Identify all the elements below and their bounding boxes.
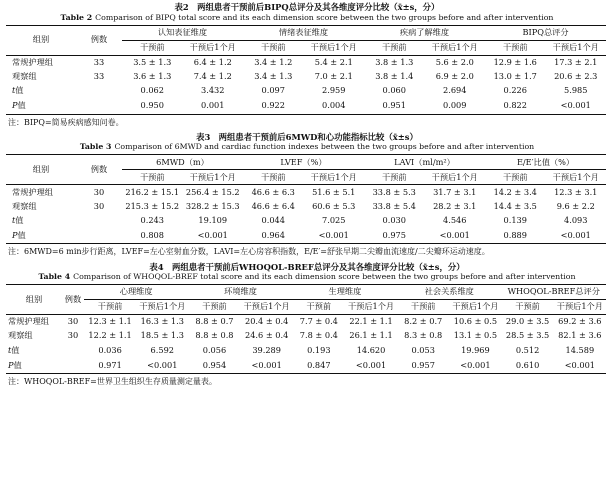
table4-title-en-text: Comparison of WHOQOL-BREF total score and its each dimension score between the two groups before and after intervention	[73, 272, 576, 282]
t-value: 0.097	[261, 85, 285, 96]
after-header: 干预后1个月	[425, 170, 486, 185]
empty-cell	[76, 228, 122, 244]
t-label	[6, 84, 76, 99]
cell: 33.8 ± 5.4	[372, 200, 416, 211]
after-header: 干预后1个月	[449, 300, 501, 315]
p-value: <0.001	[546, 99, 607, 115]
t-value: 0.030	[382, 215, 406, 226]
cell: 3.8 ± 1.3	[375, 56, 414, 67]
empty-cell	[76, 213, 122, 228]
p-value: 0.950	[122, 99, 183, 115]
before-header: 干预前	[397, 300, 449, 315]
table3	[6, 154, 606, 244]
group-n: 30	[67, 330, 79, 341]
table2-title-en-text: Comparison of BIPQ total score and its each dimension score between the two groups before and after intervention	[95, 12, 554, 22]
cell: 5.4 ± 2.1	[314, 56, 353, 67]
t-row	[6, 84, 606, 99]
dim-header: 生理维度	[293, 285, 397, 300]
t-value: 39.289	[252, 344, 281, 355]
t-label-italic: t	[8, 344, 12, 355]
cell: 216.2 ± 15.1	[125, 186, 180, 197]
dim-header: LAVI（ml/m²）	[364, 155, 485, 170]
before-header: 干预前	[84, 300, 136, 315]
group-n: 30	[93, 186, 105, 197]
t-value: 4.093	[564, 215, 588, 226]
cell: 12.9 ± 1.6	[493, 56, 537, 67]
t-value: 0.139	[503, 215, 527, 226]
group-n: 33	[93, 56, 105, 67]
table4	[6, 284, 606, 374]
before-header: 干预前	[485, 40, 546, 55]
cell: 12.3 ± 1.1	[88, 316, 132, 327]
after-header: 干预后1个月	[183, 40, 244, 55]
t-label	[6, 343, 62, 358]
p-value: <0.001	[304, 228, 365, 244]
cell: 12.2 ± 1.1	[88, 330, 132, 341]
after-header: 干预后1个月	[345, 300, 397, 315]
p-row	[6, 358, 606, 374]
table-row	[6, 199, 606, 213]
p-value: 0.951	[364, 99, 425, 115]
after-header: 干预后1个月	[425, 40, 486, 55]
col-group-header: 组别	[6, 25, 76, 55]
t-value: 0.044	[261, 215, 285, 226]
cell: 9.6 ± 2.2	[556, 200, 595, 211]
p-value: 0.822	[485, 99, 546, 115]
table-header-row	[6, 25, 606, 40]
p-value: 0.004	[304, 99, 365, 115]
cell: 18.5 ± 1.3	[140, 330, 184, 341]
after-header: 干预后1个月	[136, 300, 188, 315]
after-header: 干预后1个月	[546, 40, 607, 55]
table2-label-en: Table 2	[60, 12, 93, 22]
after-header: 干预后1个月	[183, 170, 244, 185]
p-value: <0.001	[554, 358, 606, 374]
table2-title-en	[6, 14, 608, 23]
p-row	[6, 99, 606, 115]
dim-header: BIPQ总评分	[485, 25, 606, 40]
t-label-suffix: 值	[11, 344, 20, 355]
table4-title-en	[6, 273, 608, 282]
cell: 7.4 ± 1.2	[193, 70, 232, 81]
t-value: 6.592	[150, 344, 174, 355]
dim-header: 环境维度	[188, 285, 292, 300]
cell: 26.1 ± 1.1	[349, 330, 393, 341]
cell: 3.6 ± 1.3	[133, 70, 172, 81]
document-page	[0, 3, 614, 486]
t-value: 19.109	[198, 215, 228, 226]
p-value: 0.808	[122, 228, 183, 244]
p-value: 0.971	[84, 358, 136, 374]
col-n-header: 例数	[76, 25, 122, 55]
t-value: 0.056	[202, 344, 227, 355]
table4-title-cn: 表4 两组患者干预前后WHOQOL-BREF总评分及其各维度评分比较（x̄±s，分）	[149, 261, 465, 272]
cell: 13.1 ± 0.5	[453, 330, 498, 341]
table3-note: 注：6MWD=6 min步行距离，LVEF=左心室射血分数，LAVI=左心房容积指数，E/E′=舒张早期二尖瓣血流速度/二尖瓣环运动速度。	[8, 247, 490, 257]
t-value: 0.053	[411, 344, 435, 355]
cell: 46.6 ± 6.3	[251, 186, 295, 197]
cell: 8.2 ± 0.7	[404, 316, 443, 327]
group-name: 常规护理组	[8, 316, 49, 327]
p-label-italic: P	[12, 100, 18, 111]
cell: 17.3 ± 2.1	[554, 56, 598, 67]
cell: 31.7 ± 3.1	[433, 186, 477, 197]
dim-header: 6MWD（m）	[122, 155, 243, 170]
p-label	[6, 358, 62, 374]
table3-title-en-text: Comparison of 6MWD and cardiac function indexes between the two groups before and after intervention	[114, 142, 535, 152]
cell: 256.4 ± 15.2	[185, 186, 240, 197]
group-name: 观察组	[8, 330, 33, 341]
dim-header: 社会关系维度	[397, 285, 501, 300]
group-n: 30	[93, 200, 105, 211]
cell: 29.0 ± 3.5	[505, 316, 550, 327]
dim-header: WHOQOL-BREF总评分	[502, 285, 607, 300]
dim-header: 情绪表征维度	[243, 25, 364, 40]
group-name: 观察组	[12, 200, 37, 211]
table-row	[6, 329, 606, 343]
before-header: 干预前	[122, 40, 183, 55]
table-row	[6, 185, 606, 200]
cell: 28.5 ± 3.5	[505, 330, 550, 341]
cell: 215.3 ± 15.2	[125, 200, 180, 211]
group-name: 常规护理组	[12, 56, 53, 67]
cell: 3.5 ± 1.3	[133, 56, 172, 67]
cell: 20.4 ± 0.4	[244, 316, 289, 327]
dim-header: 认知表征维度	[122, 25, 243, 40]
cell: 14.4 ± 3.5	[493, 200, 537, 211]
group-n: 30	[67, 316, 79, 327]
cell: 22.1 ± 1.1	[349, 316, 393, 327]
col-group-header: 组别	[6, 285, 62, 315]
p-value: <0.001	[425, 228, 486, 244]
cell: 8.8 ± 0.7	[195, 316, 234, 327]
cell: 14.2 ± 3.4	[493, 186, 537, 197]
group-name: 观察组	[12, 70, 37, 81]
table2	[6, 25, 606, 115]
table3-title-en	[6, 143, 608, 152]
after-header: 干预后1个月	[554, 300, 606, 315]
col-group-header: 组别	[6, 155, 76, 185]
t-value: 0.062	[140, 85, 164, 96]
cell: 5.6 ± 2.0	[435, 56, 474, 67]
cell: 69.2 ± 3.6	[558, 316, 602, 327]
dim-header: E/E′比值（%）	[485, 155, 606, 170]
t-value: 0.193	[307, 344, 331, 355]
t-value: 4.546	[443, 215, 467, 226]
table3-label-en: Table 3	[79, 142, 112, 152]
t-value: 7.025	[322, 215, 346, 226]
p-value: <0.001	[241, 358, 293, 374]
p-value: <0.001	[183, 228, 244, 244]
cell: 7.8 ± 0.4	[299, 330, 338, 341]
before-header: 干预前	[293, 300, 345, 315]
cell: 51.6 ± 5.1	[312, 186, 356, 197]
col-n-header: 例数	[62, 285, 84, 315]
cell: 3.4 ± 1.2	[254, 56, 293, 67]
table-subheader-row	[6, 300, 606, 315]
t-value: 0.060	[382, 85, 406, 96]
t-value: 0.512	[515, 344, 540, 355]
empty-cell	[62, 343, 84, 358]
cell: 12.3 ± 3.1	[554, 186, 598, 197]
after-header: 干预后1个月	[241, 300, 293, 315]
after-header: 干预后1个月	[304, 170, 365, 185]
col-n-header: 例数	[76, 155, 122, 185]
t-value: 3.432	[201, 85, 225, 96]
t-value: 14.620	[356, 344, 386, 355]
empty-cell	[76, 84, 122, 99]
t-label-italic: t	[12, 215, 16, 226]
before-header: 干预前	[502, 300, 554, 315]
cell: 82.1 ± 3.6	[558, 330, 602, 341]
p-value: 0.001	[183, 99, 244, 115]
p-label	[6, 228, 76, 244]
table-row	[6, 315, 606, 330]
before-header: 干预前	[243, 170, 304, 185]
p-value: 0.889	[485, 228, 546, 244]
cell: 3.8 ± 1.4	[375, 70, 414, 81]
t-value: 2.694	[443, 85, 467, 96]
p-value: <0.001	[449, 358, 501, 374]
after-header: 干预后1个月	[304, 40, 365, 55]
table4-note: 注：WHOQOL-BREF=世界卫生组织生存质量测定量表。	[8, 377, 217, 387]
group-name: 常规护理组	[12, 186, 53, 197]
p-value: 0.957	[397, 358, 449, 374]
p-label	[6, 99, 76, 115]
t-value: 14.589	[565, 344, 595, 355]
before-header: 干预前	[243, 40, 304, 55]
cell: 6.9 ± 2.0	[435, 70, 474, 81]
p-value: <0.001	[136, 358, 188, 374]
table-row	[6, 70, 606, 84]
p-label-italic: P	[12, 230, 18, 241]
p-value: <0.001	[345, 358, 397, 374]
after-header: 干预后1个月	[546, 170, 607, 185]
table-row	[6, 55, 606, 70]
group-n: 33	[93, 70, 105, 81]
p-value: 0.847	[293, 358, 345, 374]
cell: 20.6 ± 2.3	[554, 70, 598, 81]
cell: 8.3 ± 0.8	[404, 330, 443, 341]
t-value: 2.959	[322, 85, 346, 96]
cell: 16.3 ± 1.3	[140, 316, 184, 327]
table-header-row	[6, 285, 606, 300]
table3-title-cn: 表3 两组患者干预前后6MWD和心功能指标比较（x̄±s）	[196, 131, 418, 142]
t-label	[6, 213, 76, 228]
p-value: 0.009	[425, 99, 486, 115]
table2-title-cn: 表2 两组患者干预前后BIPQ总评分及其各维度评分比较（x̄±s，分）	[174, 2, 440, 12]
p-label-suffix: 值	[17, 230, 26, 241]
p-value: 0.964	[243, 228, 304, 244]
dim-header: 心理维度	[84, 285, 188, 300]
t-row	[6, 343, 606, 358]
cell: 13.0 ± 1.7	[493, 70, 537, 81]
before-header: 干预前	[364, 170, 425, 185]
p-value: <0.001	[546, 228, 607, 244]
cell: 28.2 ± 3.1	[433, 200, 477, 211]
table-header-row	[6, 155, 606, 170]
t-value: 0.226	[503, 85, 527, 96]
cell: 33.8 ± 5.3	[372, 186, 416, 197]
t-value: 0.036	[98, 344, 122, 355]
cell: 3.4 ± 1.3	[254, 70, 293, 81]
cell: 328.2 ± 15.3	[185, 200, 240, 211]
cell: 8.8 ± 0.8	[195, 330, 234, 341]
t-label-italic: t	[12, 85, 16, 96]
t-label-suffix: 值	[15, 215, 24, 226]
cell: 24.6 ± 0.4	[244, 330, 289, 341]
p-value: 0.975	[364, 228, 425, 244]
cell: 60.6 ± 5.3	[312, 200, 356, 211]
before-header: 干预前	[188, 300, 240, 315]
empty-cell	[62, 358, 84, 374]
before-header: 干预前	[122, 170, 183, 185]
t-value: 0.243	[140, 215, 164, 226]
dim-header: LVEF（%）	[243, 155, 364, 170]
p-value: 0.922	[243, 99, 304, 115]
empty-cell	[76, 99, 122, 115]
cell: 46.6 ± 6.4	[251, 200, 295, 211]
p-label-italic: P	[8, 359, 14, 370]
p-label-suffix: 值	[17, 100, 26, 111]
t-row	[6, 213, 606, 228]
before-header: 干预前	[485, 170, 546, 185]
p-value: 0.610	[502, 358, 554, 374]
cell: 10.6 ± 0.5	[453, 316, 498, 327]
t-label-suffix: 值	[15, 85, 24, 96]
table2-note: 注：BIPQ=简易疾病感知问卷。	[8, 117, 124, 127]
cell: 7.7 ± 0.4	[299, 316, 338, 327]
t-value: 19.969	[461, 344, 490, 355]
before-header: 干预前	[364, 40, 425, 55]
p-label-suffix: 值	[13, 359, 22, 370]
dim-header: 疾病了解维度	[364, 25, 485, 40]
t-value: 5.985	[564, 85, 588, 96]
cell: 7.0 ± 2.1	[314, 70, 353, 81]
p-row	[6, 228, 606, 244]
cell: 6.4 ± 1.2	[193, 56, 232, 67]
table4-label-en: Table 4	[38, 272, 71, 282]
p-value: 0.954	[188, 358, 240, 374]
